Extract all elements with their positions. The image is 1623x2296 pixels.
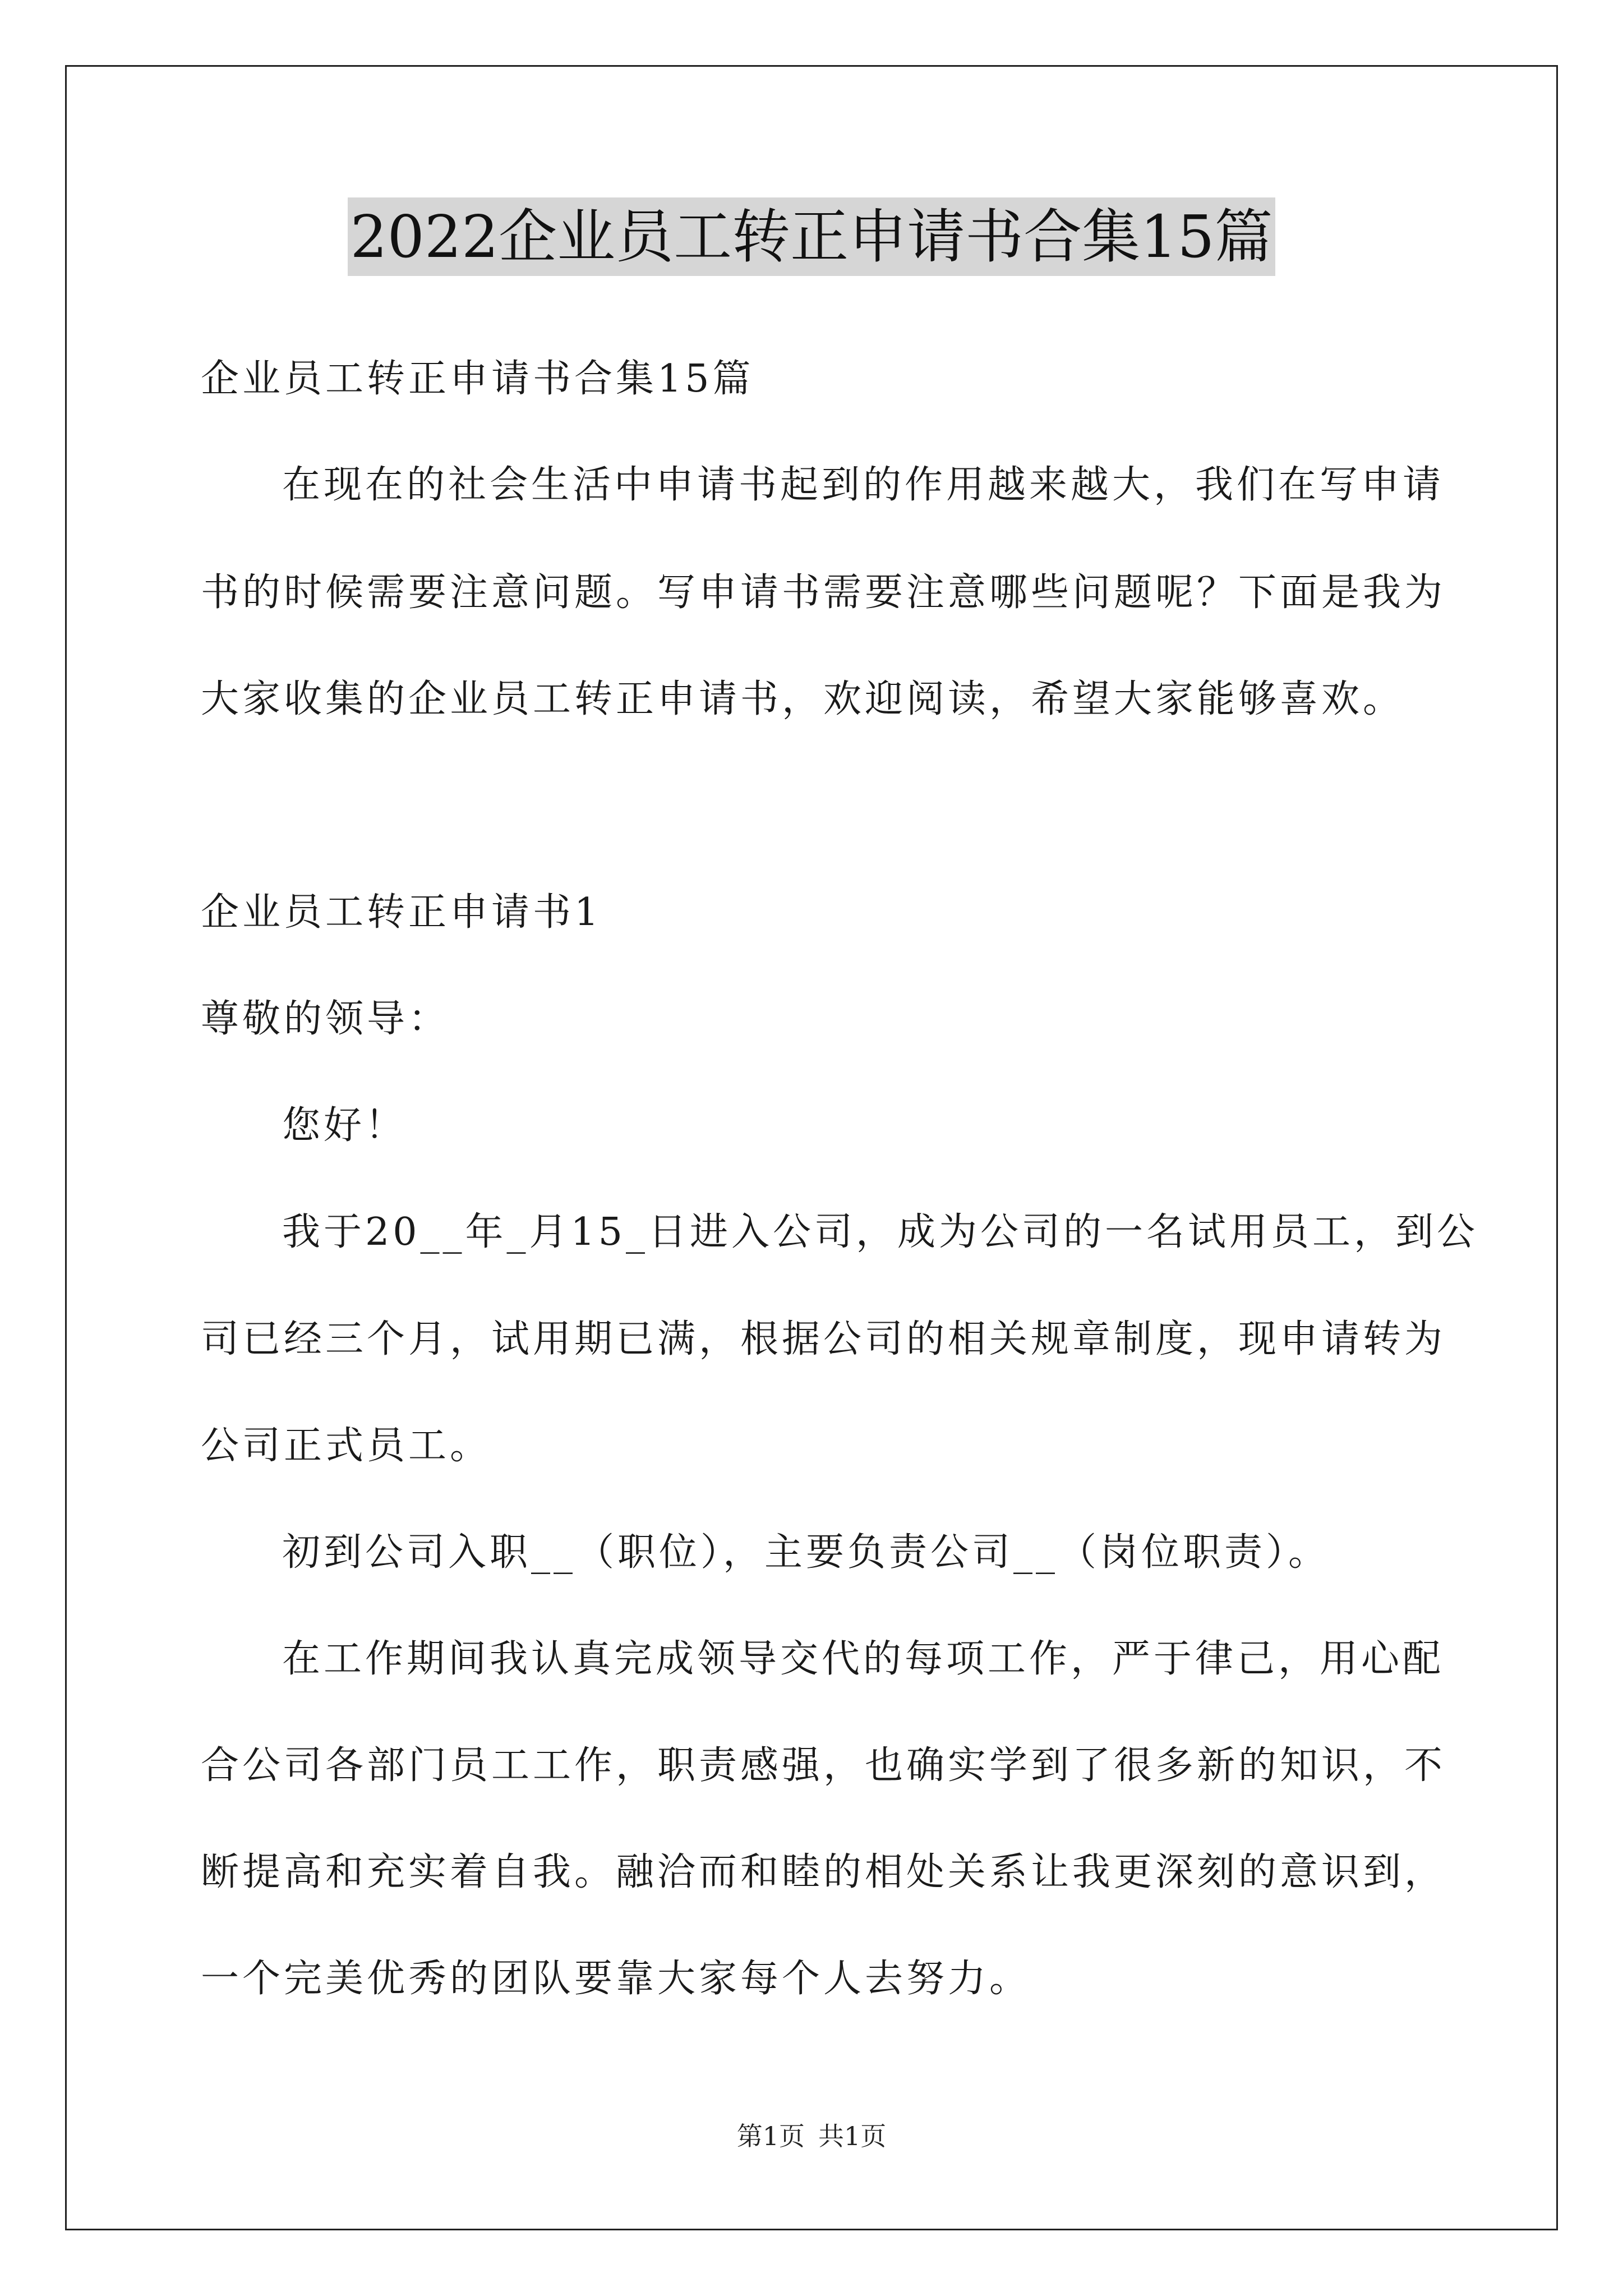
section-heading: 企业员工转正申请书1 bbox=[201, 890, 602, 935]
paragraph-line: 在工作期间我认真完成领导交代的每项工作，严于律己，用心配 bbox=[282, 1637, 1445, 1681]
page-footer bbox=[0, 2120, 1623, 2152]
paragraph-line: 公司正式员工。 bbox=[201, 1424, 492, 1468]
salutation: 尊敬的领导： bbox=[201, 997, 450, 1041]
page-number-current: 第1页 bbox=[736, 2121, 805, 2151]
intro-line-3: 大家收集的企业员工转正申请书，欢迎阅读，希望大家能够喜欢。 bbox=[201, 677, 1405, 721]
paragraph-line: 合公司各部门员工工作，职责感强，也确实学到了很多新的知识，不 bbox=[201, 1743, 1446, 1788]
intro-line-1: 在现在的社会生活中申请书起到的作用越来越大，我们在写申请 bbox=[282, 463, 1445, 507]
intro-line-2: 书的时候需要注意问题。写申请书需要注意哪些问题呢？下面是我为 bbox=[201, 570, 1446, 615]
paragraph-line: 司已经三个月，试用期已满，根据公司的相关规章制度，现申请转为 bbox=[201, 1317, 1446, 1361]
paragraph-line: 初到公司入职__（职位），主要负责公司__（岗位职责）。 bbox=[282, 1530, 1330, 1575]
paragraph-line: 一个完美优秀的团队要靠大家每个人去努力。 bbox=[201, 1957, 1031, 2001]
page-number-total: 共1页 bbox=[818, 2121, 887, 2151]
subtitle-line: 企业员工转正申请书合集15篇 bbox=[201, 357, 754, 401]
paragraph-line: 断提高和充实着自我。融洽而和睦的相处关系让我更深刻的意识到， bbox=[201, 1850, 1446, 1894]
greeting: 您好！ bbox=[282, 1103, 407, 1148]
paragraph-line: 我于20__年_月15_日进入公司，成为公司的一名试用员工，到公 bbox=[282, 1210, 1479, 1254]
document-title-wrap bbox=[0, 197, 1623, 276]
document-title: 2022企业员工转正申请书合集15篇 bbox=[348, 197, 1275, 276]
